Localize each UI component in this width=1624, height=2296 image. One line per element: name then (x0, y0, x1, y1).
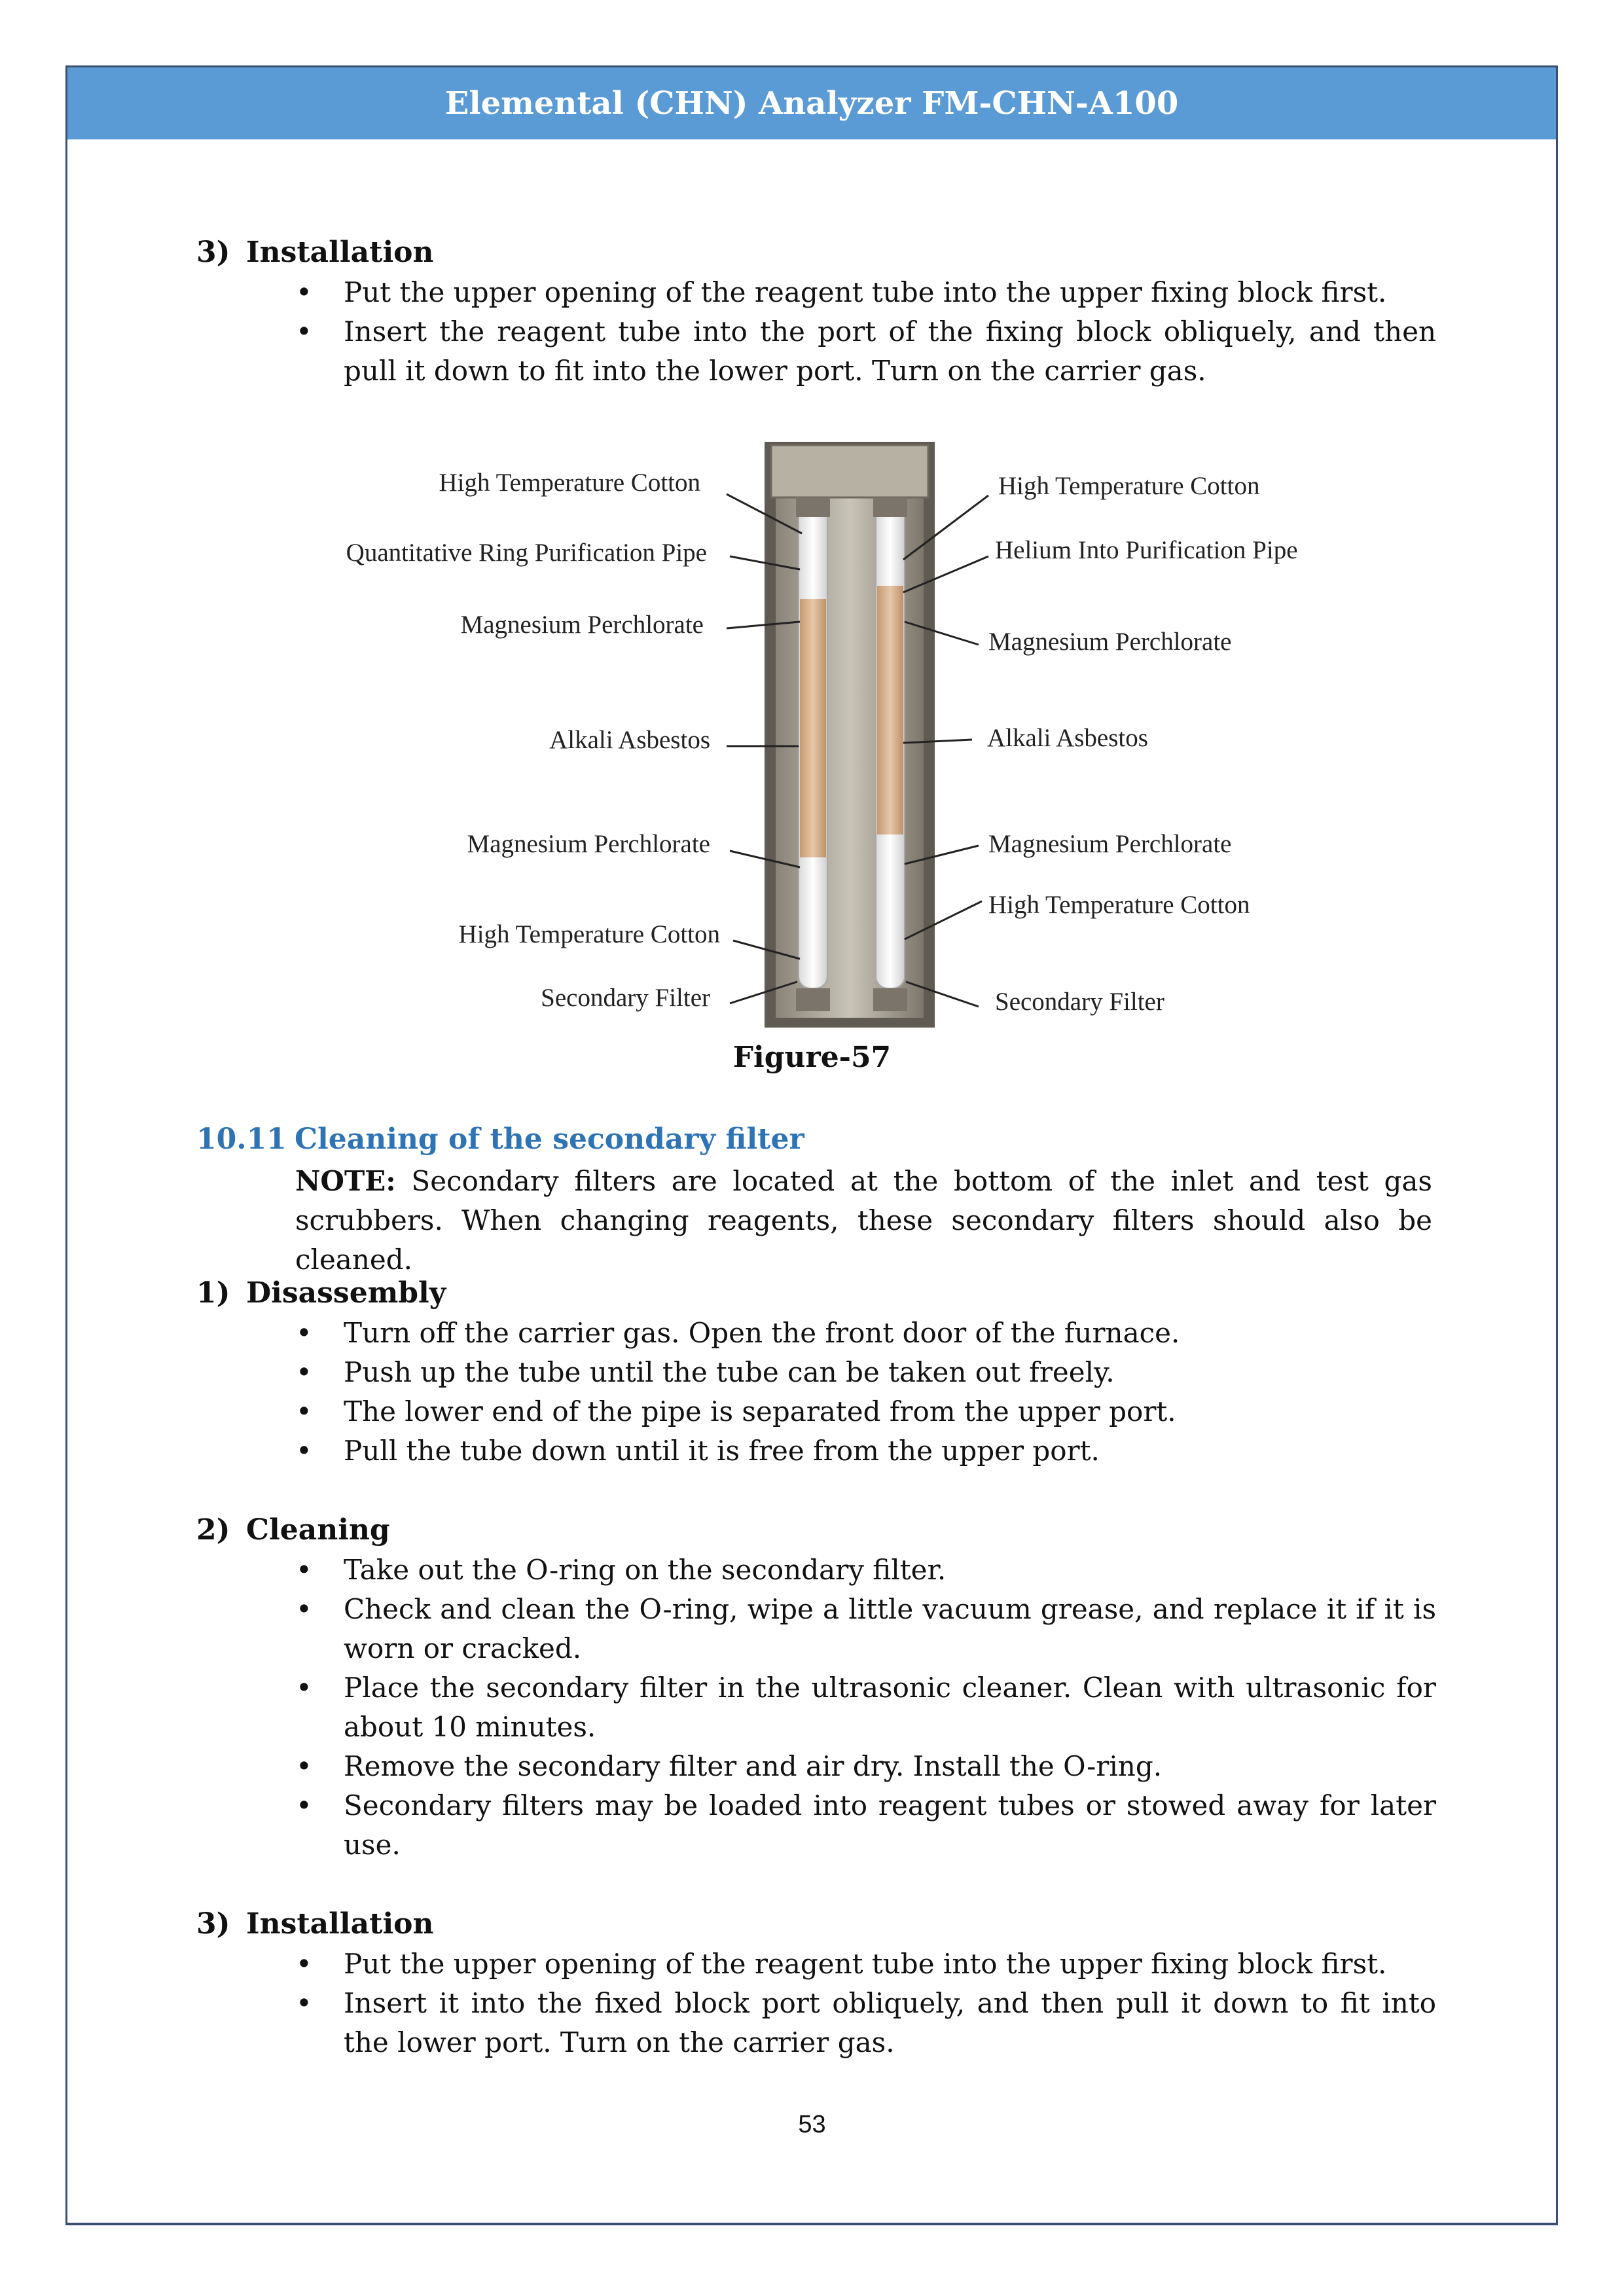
label-left-quantitative-ring-purification-pipe: Quantitative Ring Purification Pipe (346, 539, 707, 567)
header-bar (67, 67, 1556, 139)
list-item-text: Put the upper opening of the reagent tube into the upper fixing block first. (344, 276, 1387, 308)
bullet-icon: • (296, 276, 312, 308)
bullet-list (196, 1945, 1440, 2062)
bullet-icon: • (296, 1948, 312, 1980)
list-item (196, 1431, 1436, 1471)
procedure-steps (196, 1273, 1440, 2062)
list-item (196, 1786, 1436, 1865)
step-number: 1) (196, 1276, 230, 1310)
bullet-icon: • (296, 1317, 312, 1349)
label-left-high-temperature-cotton-bottom: High Temperature Cotton (458, 920, 720, 948)
bullet-list (196, 273, 1440, 391)
label-right-magnesium-perchlorate-bottom: Magnesium Perchlorate (988, 830, 1232, 858)
label-left-alkali-asbestos: Alkali Asbestos (549, 726, 710, 754)
list-item-text: The lower end of the pipe is separated from the upper port. (344, 1395, 1176, 1427)
bullet-list (196, 1551, 1440, 1865)
label-left-secondary-filter: Secondary Filter (541, 984, 710, 1012)
bullet-icon: • (296, 1672, 312, 1704)
bullet-icon: • (296, 1554, 312, 1586)
section-title: Cleaning of the secondary filter (295, 1122, 804, 1156)
list-item-text: Check and clean the O-ring, wipe a little vacuum grease, and replace it if it is worn or cracked. (344, 1593, 1436, 1664)
right-tube-alkali-asbestos (877, 586, 903, 834)
label-left-magnesium-perchlorate-bottom: Magnesium Perchlorate (467, 830, 710, 858)
bullet-icon: • (296, 1987, 312, 2019)
list-item-text: Take out the O-ring on the secondary filter. (344, 1554, 947, 1586)
step-title: Installation (246, 1907, 434, 1941)
label-right-high-temperature-cotton-top: High Temperature Cotton (998, 472, 1260, 500)
step-title: Disassembly (246, 1276, 446, 1310)
list-item (196, 1551, 1436, 1590)
bullet-list (196, 1314, 1440, 1471)
list-item-text: Remove the secondary filter and air dry. Install the O-ring. (344, 1750, 1163, 1782)
bullet-icon: • (296, 1395, 312, 1427)
bullet-icon: • (296, 1435, 312, 1467)
step-number: 3) (196, 1907, 230, 1941)
left-tube-bottom-fitting (796, 988, 830, 1011)
section-number: 10.11 (196, 1122, 287, 1156)
figure-caption: Figure-57 (732, 1041, 892, 1074)
left-tube-alkali-asbestos (800, 599, 826, 857)
list-item-text: Secondary filters may be loaded into reagent tubes or stowed away for later use. (344, 1789, 1436, 1861)
installation-top-section (196, 232, 1440, 391)
list-item-text: Insert the reagent tube into the port of the fixing block obliquely, and then pull it down to fit into the lower port. Turn on the carrier gas. (344, 315, 1436, 387)
upper-fixing-block (771, 445, 928, 497)
label-right-magnesium-perchlorate-top: Magnesium Perchlorate (988, 628, 1232, 656)
list-item (196, 1392, 1436, 1431)
list-item-text: Insert it into the fixed block port obliquely, and then pull it down to fit into the lower port. Turn on the carrier gas. (344, 1987, 1436, 2058)
label-right-secondary-filter: Secondary Filter (995, 988, 1164, 1016)
label-left-high-temperature-cotton-top: High Temperature Cotton (439, 469, 700, 497)
right-tube-top-fitting (873, 497, 907, 517)
bullet-icon: • (296, 1593, 312, 1625)
list-item (196, 1668, 1436, 1747)
note-label: NOTE: (295, 1165, 396, 1197)
list-item-text: Place the secondary filter in the ultrasonic cleaner. Clean with ultrasonic for about 10 minutes. (344, 1672, 1436, 1743)
list-item-text: Pull the tube down until it is free from the upper port. (344, 1435, 1100, 1467)
list-item-text: Turn off the carrier gas. Open the front door of the furnace. (344, 1317, 1180, 1349)
list-item (196, 1984, 1436, 2062)
label-right-helium-into-purification-pipe: Helium Into Purification Pipe (995, 536, 1298, 564)
label-left-magnesium-perchlorate-top: Magnesium Perchlorate (460, 611, 704, 639)
label-right-high-temperature-cotton-bottom: High Temperature Cotton (988, 891, 1250, 919)
right-tube-bottom-fitting (873, 988, 907, 1011)
list-item (196, 1353, 1436, 1392)
bullet-icon: • (296, 315, 312, 348)
step-heading (196, 232, 1440, 273)
step-title: Cleaning (246, 1513, 390, 1547)
step-title: Installation (246, 236, 434, 269)
list-item (196, 1945, 1436, 1984)
reagent-tubes-diagram (295, 435, 1342, 1028)
list-item-text: Push up the tube until the tube can be taken out freely. (344, 1356, 1115, 1388)
document-title: Elemental (CHN) Analyzer FM-CHN-A100 (444, 85, 1179, 122)
list-item (196, 273, 1436, 312)
step-number: 2) (196, 1513, 230, 1547)
bullet-icon: • (296, 1750, 312, 1782)
list-item (196, 1747, 1436, 1786)
list-item-text: Put the upper opening of the reagent tube into the upper fixing block first. (344, 1948, 1387, 1980)
step-number: 3) (196, 236, 230, 269)
step-heading (196, 1273, 1440, 1314)
left-tube-top-fitting (796, 497, 830, 517)
bullet-icon: • (296, 1789, 312, 1821)
note-paragraph (295, 1162, 1432, 1280)
list-item (196, 1590, 1436, 1668)
bullet-icon: • (296, 1356, 312, 1388)
step-heading (196, 1904, 1440, 1945)
step-heading (196, 1510, 1440, 1551)
section-heading (196, 1122, 804, 1156)
note-text: Secondary filters are located at the bottom of the inlet and test gas scrubbers. When changing reagents, these secondary filters should also be cleaned. (295, 1165, 1432, 1276)
page-number: 53 (798, 2111, 826, 2138)
list-item (196, 312, 1436, 391)
figure-57 (295, 435, 1342, 1028)
label-right-alkali-asbestos: Alkali Asbestos (987, 724, 1148, 752)
list-item (196, 1314, 1436, 1353)
